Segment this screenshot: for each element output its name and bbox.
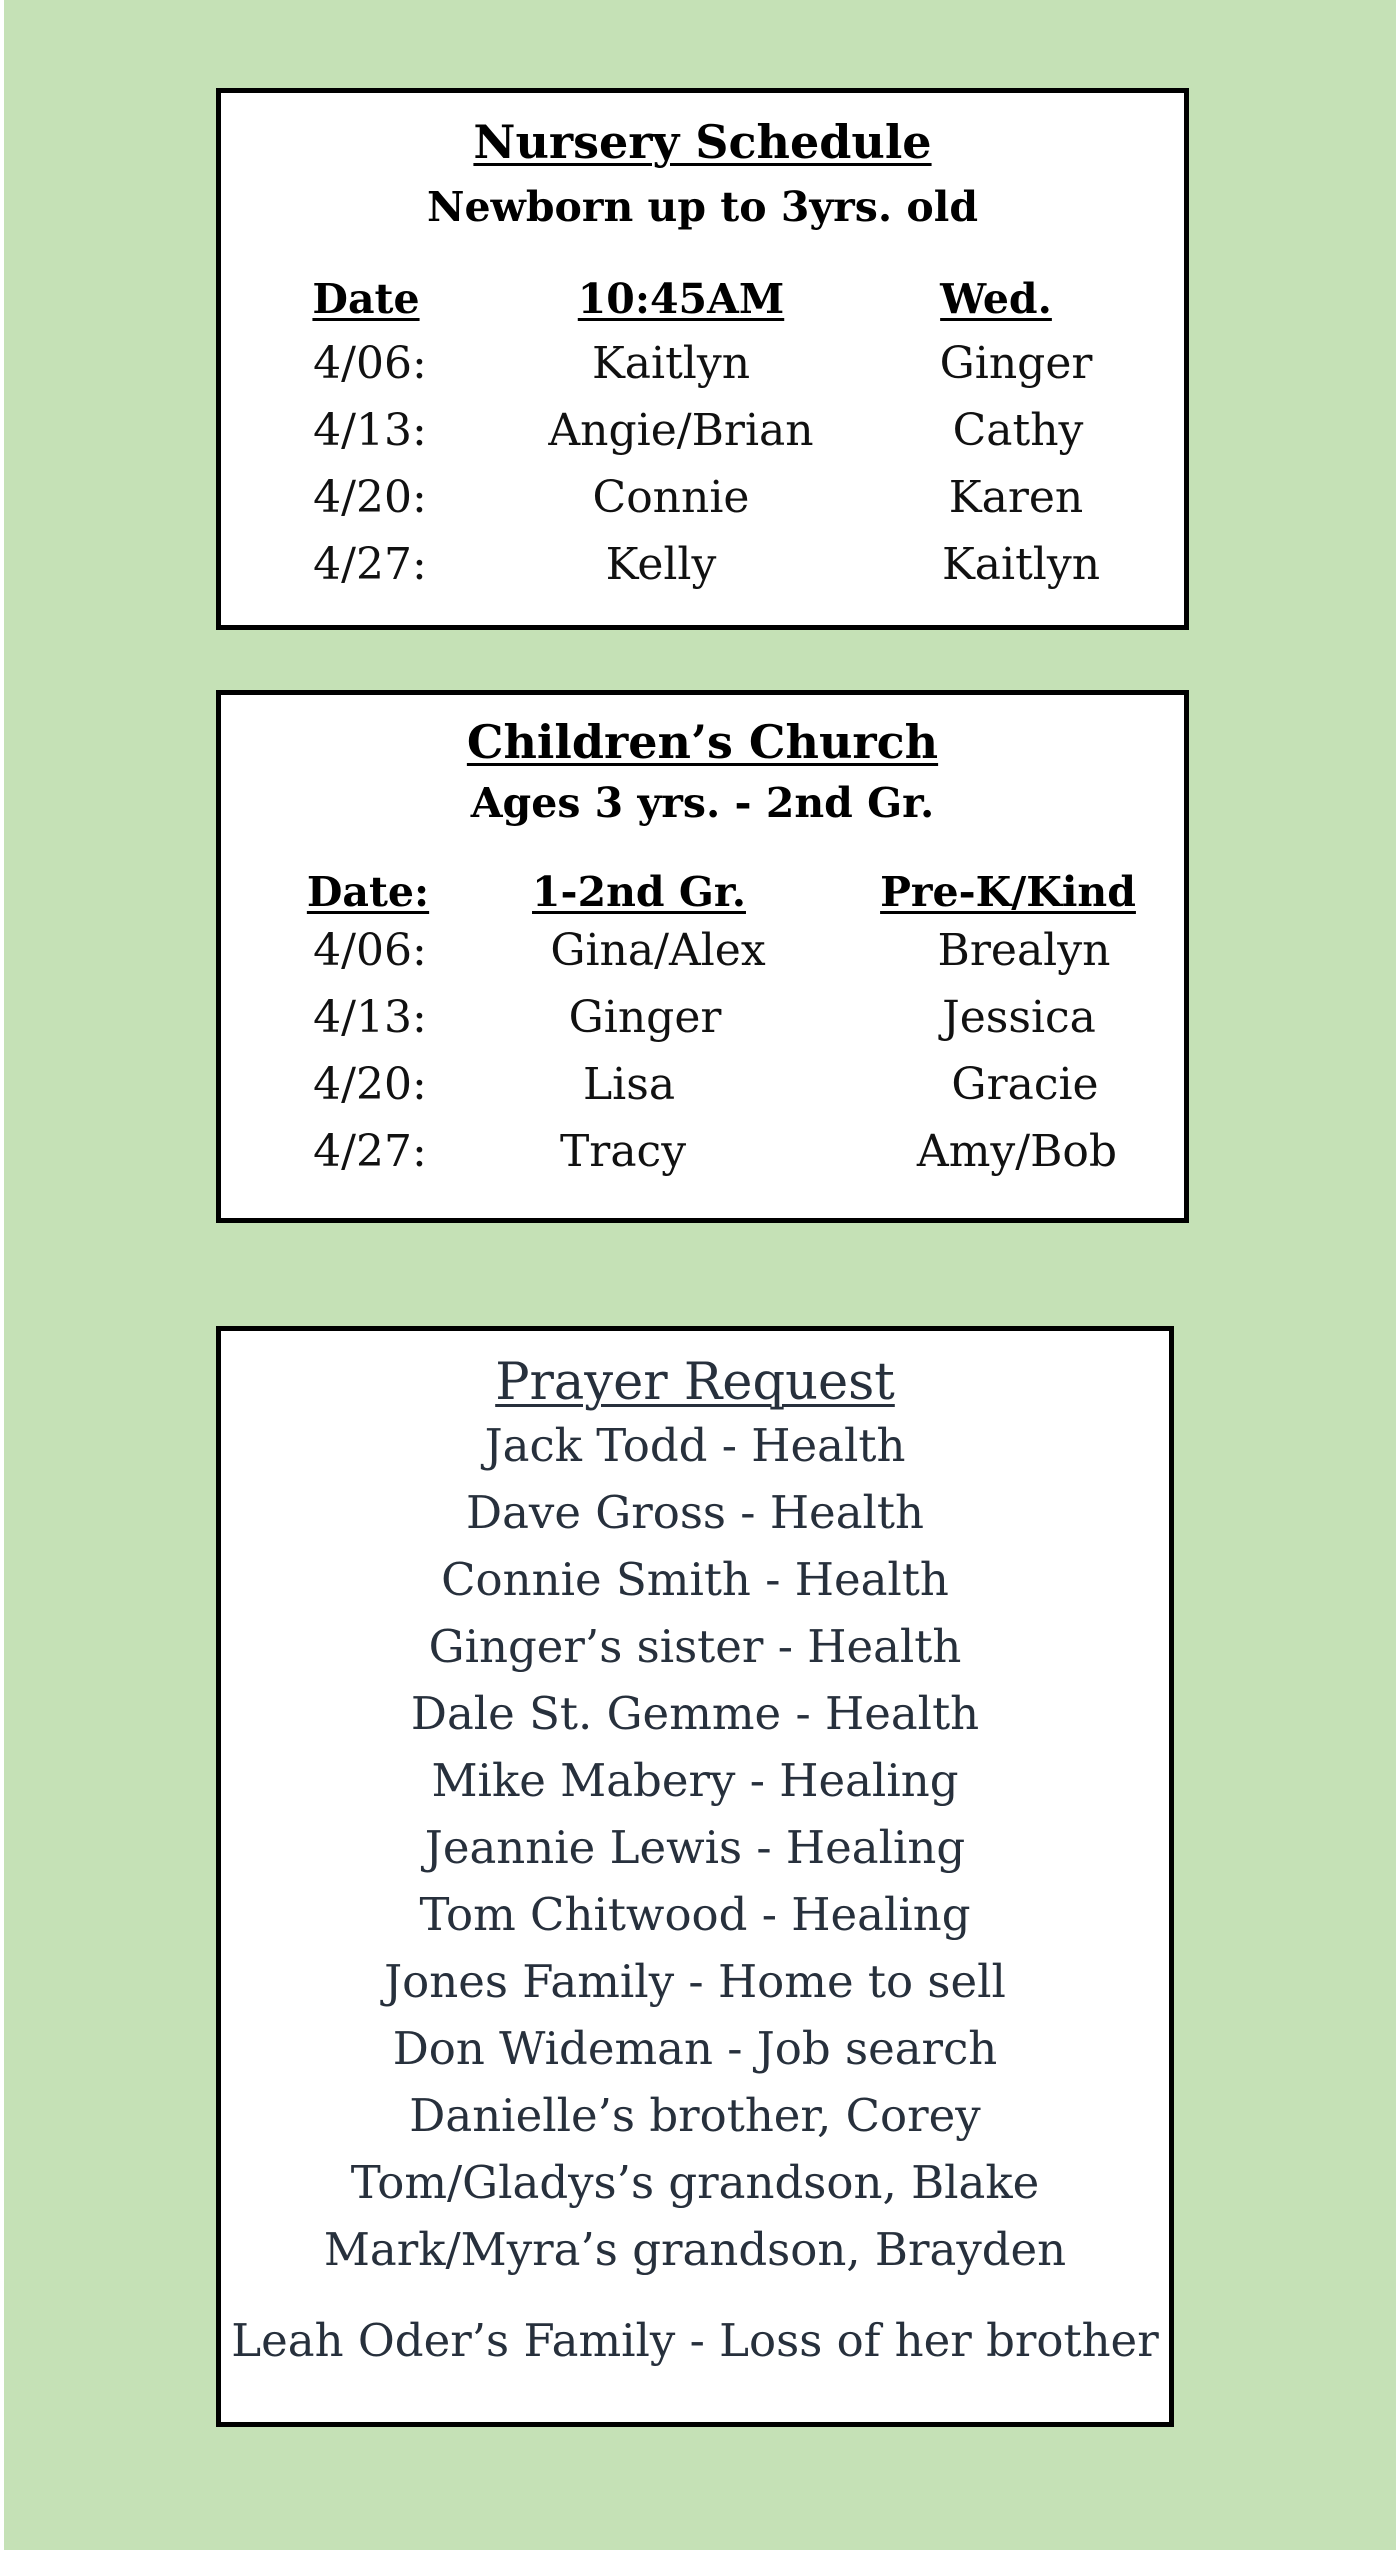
nursery-wednesday: Karen: [948, 472, 1084, 523]
nursery-header-wed: Wed.: [940, 275, 1052, 323]
nursery-date: 4/13:: [313, 405, 427, 456]
church-grades-teacher: Gina/Alex: [550, 925, 766, 976]
childrens-church-title: Children’s Church: [466, 715, 939, 769]
prayer-item: Jones Family - Home to sell: [384, 1955, 1006, 2008]
nursery-wednesday: Kaitlyn: [941, 539, 1101, 590]
nursery-date: 4/06:: [313, 338, 427, 389]
prayer-item: Tom Chitwood - Healing: [419, 1888, 971, 1941]
nursery-date: 4/27:: [313, 539, 427, 590]
nursery-sunday: Angie/Brian: [548, 405, 814, 456]
prayer-item: Ginger’s sister - Health: [428, 1620, 962, 1673]
childrens-church-box: [216, 690, 1189, 1223]
church-date: 4/06:: [313, 925, 427, 976]
church-grades-teacher: Tracy: [559, 1126, 687, 1177]
nursery-subtitle: Newborn up to 3yrs. old: [426, 183, 979, 231]
prayer-item: Jack Todd - Health: [484, 1419, 906, 1472]
prayer-title: Prayer Request: [495, 1353, 895, 1412]
nursery-sunday: Connie: [592, 472, 750, 523]
nursery-wednesday: Ginger: [939, 338, 1093, 389]
church-header-prek: Pre-K/Kind: [880, 868, 1136, 916]
church-date: 4/27:: [313, 1126, 427, 1177]
prayer-item: Leah Oder’s Family - Loss of her brother: [231, 2314, 1159, 2367]
nursery-sunday: Kelly: [605, 539, 717, 590]
nursery-header-date: Date: [312, 275, 420, 323]
prayer-item: Mike Mabery - Healing: [431, 1754, 959, 1807]
prayer-item: Dave Gross - Health: [466, 1486, 924, 1539]
nursery-title: Nursery Schedule: [473, 115, 932, 169]
church-prek-teacher: Jessica: [942, 992, 1096, 1043]
nursery-schedule-box: [216, 88, 1189, 630]
church-prek-teacher: Amy/Bob: [916, 1126, 1118, 1177]
prayer-request-box: [216, 1326, 1174, 2427]
nursery-header-time: 10:45AM: [577, 275, 785, 323]
church-header-grades: 1-2nd Gr.: [532, 868, 746, 916]
prayer-item: Connie Smith - Health: [441, 1553, 949, 1606]
prayer-item: Jeannie Lewis - Healing: [424, 1821, 966, 1874]
prayer-item: Danielle’s brother, Corey: [409, 2089, 981, 2142]
nursery-wednesday: Cathy: [952, 405, 1084, 456]
church-grades-teacher: Ginger: [568, 992, 722, 1043]
church-grades-teacher: Lisa: [582, 1059, 676, 1110]
prayer-item: Dale St. Gemme - Health: [410, 1687, 980, 1740]
church-date: 4/13:: [313, 992, 427, 1043]
prayer-item: Tom/Gladys’s grandson, Blake: [350, 2156, 1040, 2209]
childrens-church-subtitle: Ages 3 yrs. - 2nd Gr.: [470, 779, 935, 827]
church-date: 4/20:: [313, 1059, 427, 1110]
nursery-date: 4/20:: [313, 472, 427, 523]
nursery-sunday: Kaitlyn: [591, 338, 751, 389]
church-header-date: Date:: [306, 868, 430, 916]
church-prek-teacher: Brealyn: [937, 925, 1111, 976]
prayer-item: Don Wideman - Job search: [392, 2022, 998, 2075]
church-prek-teacher: Gracie: [951, 1059, 1099, 1110]
prayer-item: Mark/Myra’s grandson, Brayden: [323, 2223, 1067, 2276]
